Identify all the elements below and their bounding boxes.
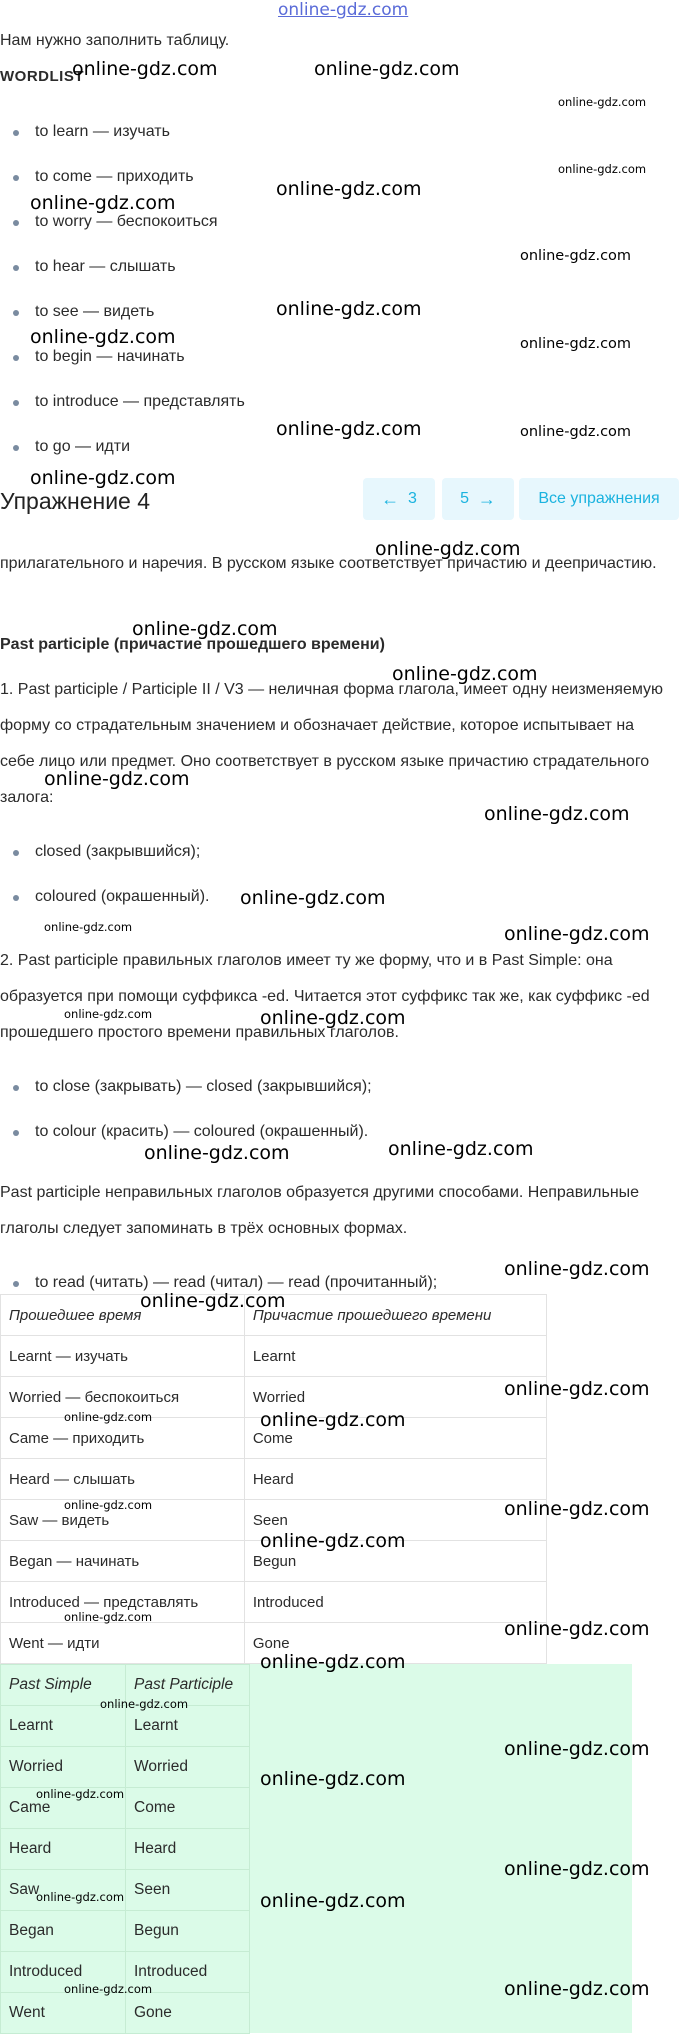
table-cell: Learnt <box>126 1706 250 1747</box>
table-header-cell: Прошедшее время <box>1 1295 245 1336</box>
watermark-text: online-gdz.com <box>276 178 422 200</box>
watermark-text: online-gdz.com <box>558 95 647 109</box>
table-cell: Introduced <box>1 1952 126 1993</box>
list-item: to close (закрывать) — closed (закрывшийся); <box>0 1076 372 1121</box>
wordlist <box>0 121 245 481</box>
table-cell: Began <box>1 1911 126 1952</box>
list-item: to learn — изучать <box>0 121 245 166</box>
table-cell: Saw — видеть <box>1 1500 245 1541</box>
watermark-text: online-gdz.com <box>375 538 521 560</box>
watermark-text: online-gdz.com <box>144 1142 290 1164</box>
theory-paragraph-2: 1. Past participle / Participle II / V3 — неличная форма глагола, имеет одну неизменяемую форму со страдательным значением и обозначает действие, которое испытывает на себе лицо или предмет. Оно соответствует в русском языке причастию страдательного залога: <box>0 681 664 806</box>
watermark-text: online-gdz.com <box>276 418 422 440</box>
watermark-text: online-gdz.com <box>276 298 422 320</box>
table-cell: Worried <box>126 1747 250 1788</box>
table-cell: Worried <box>244 1377 546 1418</box>
table-cell: Learnt — изучать <box>1 1336 245 1377</box>
theory-paragraph-1: прилагательного и наречия. В русском языке соответствует причастию и деепричастию. <box>0 555 657 572</box>
watermark-text: online-gdz.com <box>504 1618 650 1640</box>
table-cell: Gone <box>244 1623 546 1664</box>
watermark-text: online-gdz.com <box>520 424 632 440</box>
watermark-text: online-gdz.com <box>260 1007 406 1029</box>
prev-exercise-label: 3 <box>407 490 417 507</box>
watermark-text: online-gdz.com <box>44 768 190 790</box>
table-cell: Seen <box>244 1500 546 1541</box>
table-cell: Saw <box>1 1870 126 1911</box>
theory-paragraph-4: Past participle неправильных глаголов образуется другими способами. Неправильные глаголы следует запоминать в трёх основных формах. <box>0 1184 640 1237</box>
table-cell: Heard — слышать <box>1 1459 245 1500</box>
table-row <box>1 1993 250 2034</box>
watermark-text: online-gdz.com <box>260 1530 406 1552</box>
table-row <box>1 1706 250 1747</box>
wordlist-title: WORDLIST <box>0 68 84 85</box>
watermark-text: online-gdz.com <box>30 192 176 214</box>
prev-exercise-button[interactable] <box>363 478 435 520</box>
top-watermark-link[interactable]: online-gdz.com <box>278 0 409 20</box>
watermark-text: online-gdz.com <box>64 1007 153 1021</box>
list-item: to begin — начинать <box>0 346 245 391</box>
table-cell: Heard <box>126 1829 250 1870</box>
watermark-text: online-gdz.com <box>260 1890 406 1912</box>
watermark-text: online-gdz.com <box>504 923 650 945</box>
table-cell: Began — начинать <box>1 1541 245 1582</box>
watermark-text: online-gdz.com <box>520 336 632 352</box>
watermark-text: online-gdz.com <box>504 1858 650 1880</box>
watermark-text: online-gdz.com <box>558 162 647 176</box>
table-header-cell: Причастие прошедшего времени <box>244 1295 546 1336</box>
watermark-text: online-gdz.com <box>36 1890 125 1904</box>
all-exercises-button[interactable] <box>519 478 679 520</box>
all-exercises-label: Все упражнения <box>538 490 660 507</box>
table-cell: Introduced <box>126 1952 250 1993</box>
table-cell: Introduced <box>244 1582 546 1623</box>
watermark-text: online-gdz.com <box>260 1409 406 1431</box>
table-cell: Came — приходить <box>1 1418 245 1459</box>
watermark-text: online-gdz.com <box>504 1978 650 2000</box>
table-row <box>1 1747 250 1788</box>
list-item: to come — приходить <box>0 166 245 211</box>
watermark-text: online-gdz.com <box>240 887 386 909</box>
watermark-text: online-gdz.com <box>140 1290 286 1312</box>
table-cell: Worried <box>1 1747 126 1788</box>
table-cell: Come <box>126 1788 250 1829</box>
watermark-text: online-gdz.com <box>64 1410 153 1424</box>
watermark-text: online-gdz.com <box>484 803 630 825</box>
table-row <box>1 1336 547 1377</box>
watermark-text: online-gdz.com <box>100 1697 189 1711</box>
theory-paragraph-3: 2. Past participle правильных глаголов имеет ту же форму, что и в Past Simple: она образуется при помощи суффикса -ed. Читается этот суффикс так же, как суффикс -ed прошедшего простого времени правильных глаголов. <box>0 952 650 1041</box>
watermark-text: online-gdz.com <box>64 1982 153 1996</box>
watermark-text: online-gdz.com <box>64 1610 153 1624</box>
table-cell: Heard <box>1 1829 126 1870</box>
table-header-cell: Past Simple <box>1 1665 126 1706</box>
watermark-text: online-gdz.com <box>388 1138 534 1160</box>
table-row <box>1 1459 547 1500</box>
exercise-title: Упражнение 4 <box>0 488 151 514</box>
table-cell: Heard <box>244 1459 546 1500</box>
arrow-left-icon: ← <box>381 488 400 509</box>
list-item: to go — идти <box>0 436 245 481</box>
table-row <box>1 1829 250 1870</box>
intro-text: Нам нужно заполнить таблицу. <box>0 32 230 49</box>
watermark-text: online-gdz.com <box>520 248 632 264</box>
table-header-cell: Past Participle <box>126 1665 250 1706</box>
list-item: to worry — беспокоиться <box>0 211 245 256</box>
watermark-text: online-gdz.com <box>64 1498 153 1512</box>
list-item: to see — видеть <box>0 301 245 346</box>
watermark-text: online-gdz.com <box>36 1787 125 1801</box>
table-cell: Begun <box>244 1541 546 1582</box>
list-item: closed (закрывшийся); <box>0 841 209 886</box>
watermark-text: online-gdz.com <box>504 1258 650 1280</box>
table-row <box>1 1911 250 1952</box>
list-item: to read (читать) — read (читал) — read (прочитанный); <box>0 1272 437 1317</box>
watermark-text: online-gdz.com <box>44 920 133 934</box>
table-cell: Come <box>244 1418 546 1459</box>
table-cell: Went — идти <box>1 1623 245 1664</box>
table-cell: Begun <box>126 1911 250 1952</box>
watermark-text: online-gdz.com <box>504 1378 650 1400</box>
table-cell: Came <box>1 1788 126 1829</box>
next-exercise-button[interactable] <box>442 478 514 520</box>
watermark-text: online-gdz.com <box>260 1651 406 1673</box>
table-cell: Gone <box>126 1993 250 2034</box>
answer-table-1 <box>0 1294 547 1664</box>
watermark-text: online-gdz.com <box>72 58 218 80</box>
list-item: to hear — слышать <box>0 256 245 301</box>
next-exercise-label: 5 <box>460 490 469 507</box>
watermark-text: online-gdz.com <box>392 663 538 685</box>
list-item: to colour (красить) — coloured (окрашенный). <box>0 1121 372 1166</box>
answer-table-2 <box>0 1664 250 2034</box>
table-cell: Worried — беспокоиться <box>1 1377 245 1418</box>
arrow-right-icon: → <box>477 488 496 509</box>
watermark-text: online-gdz.com <box>132 618 278 640</box>
theory-heading: Past participle (причастие прошедшего времени) <box>0 636 385 653</box>
watermark-text: online-gdz.com <box>30 326 176 348</box>
table-cell: Introduced — представлять <box>1 1582 245 1623</box>
list-item: coloured (окрашенный). <box>0 886 209 931</box>
watermark-text: online-gdz.com <box>504 1738 650 1760</box>
watermark-text: online-gdz.com <box>30 467 176 489</box>
watermark-text: online-gdz.com <box>504 1498 650 1520</box>
table-cell: Seen <box>126 1870 250 1911</box>
participle-examples-list <box>0 841 209 931</box>
list-item: to introduce — представлять <box>0 391 245 436</box>
watermark-text: online-gdz.com <box>260 1768 406 1790</box>
table-cell: Learnt <box>244 1336 546 1377</box>
table-cell: Learnt <box>1 1706 126 1747</box>
table-cell: Went <box>1 1993 126 2034</box>
watermark-text: online-gdz.com <box>314 58 460 80</box>
